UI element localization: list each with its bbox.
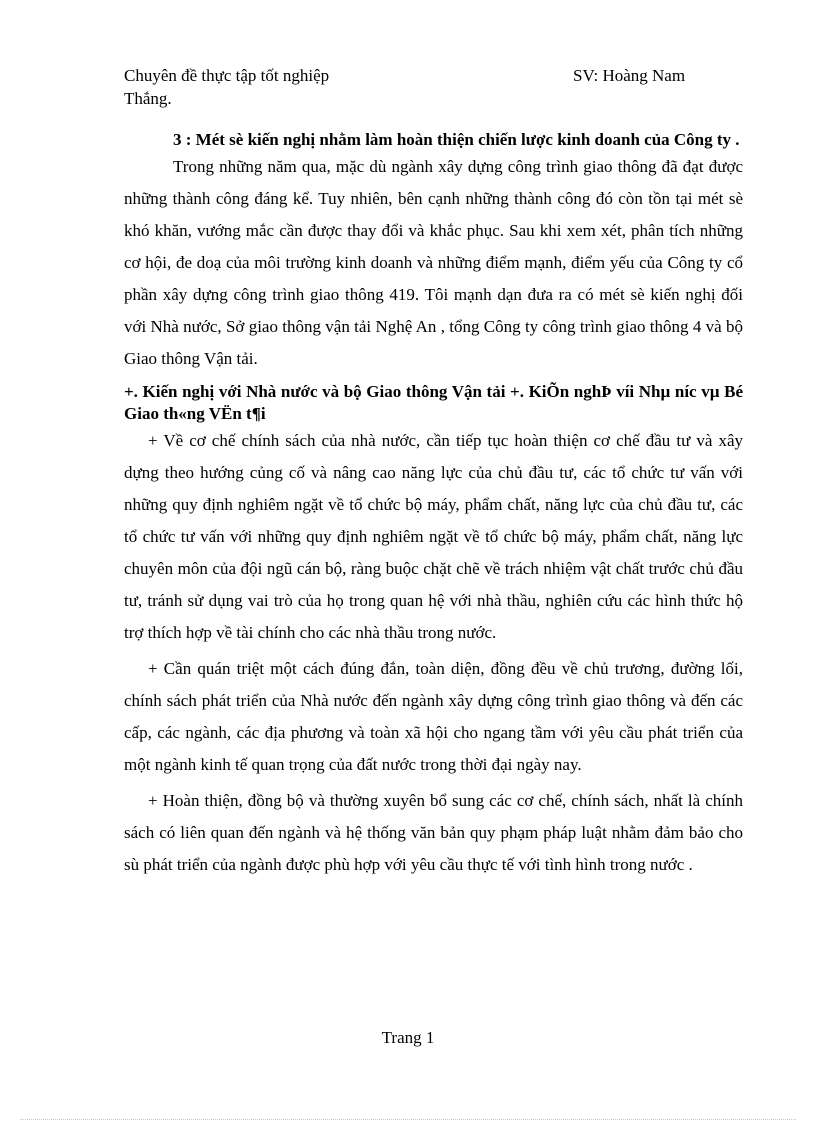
page-number: Trang 1 [381, 1028, 435, 1047]
section-heading: 3 : Mét sè kiến nghị nhằm làm hoàn thiện chiến lược kinh doanh của Công ty . [173, 130, 740, 149]
body-paragraph-policy: + Về cơ chế chính sách của nhà nước, cần tiếp tục hoàn thiện cơ chế đầu tư và xây dựng theo hướng củng cố và nâng cao năng lực của chủ đầu tư, các tổ chức tư vấn với những quy định nghiêm ngặt về tổ chức bộ máy, phẩm chất, năng lực của chủ đầu tư, các tổ chức tư vấn với những quy định nghiêm ngặt về tổ chức bộ máy, phẩm chất, năng lực chuyên môn của đội ngũ cán bộ, ràng buộc chặt chẽ về trách nhiệm vật chất trước chủ đầu tư, tránh sử dụng vai trò của họ trong quan hệ với nhà thầu, nghiên cứu các hình thức hộ trợ thích hợp về tài chính cho các nhà thầu trong nước. [124, 431, 743, 642]
header-student-name-continuation: Thắng. [124, 89, 172, 108]
body-paragraph-regulation: + Hoàn thiện, đồng bộ và thường xuyên bổ sung các cơ chế, chính sách, nhất là chính sách có liên quan đến ngành và hệ thống văn bản quy phạm pháp luật nhằm đảm bảo cho sù phát triển của ngành được phù hợp với yêu cầu thực tế với tình hình trong nước . [124, 791, 743, 874]
page-bottom-divider [20, 1119, 796, 1120]
section-intro-paragraph: Trong những năm qua, mặc dù ngành xây dựng công trình giao thông đã đạt được những thành công đáng kể. Tuy nhiên, bên cạnh những thành công đó còn tồn tại mét sè khó khăn, vướng mắc cần được thay đổi và khắc phục. Sau khi xem xét, phân tích những cơ hội, đe doạ của môi trường kinh doanh và những điểm mạnh, điểm yếu của Công ty cổ phần xây dựng công trình giao thông 419. Tôi mạnh dạn đưa ra có mét sè kiến nghị đối với Nhà nước, Sở giao thông vận tải Nghệ An , tổng Công ty công trình giao thông 4 và bộ Giao thông Vận tải. [124, 157, 743, 368]
subsection-heading: +. Kiến nghị với Nhà nước và bộ Giao thông Vận tải +. KiÕn nghÞ víi Nhµ níc vµ Bé Giao th«ng VËn t¶i [124, 382, 743, 423]
header-student-name: SV: Hoàng Nam [573, 66, 686, 85]
body-paragraph-direction: + Cần quán triệt một cách đúng đắn, toàn diện, đồng đều về chủ trương, đường lối, chính sách phát triển của Nhà nước đến ngành xây dựng công trình giao thông và đến các cấp, các ngành, các địa phương và toàn xã hội cho ngang tầm với yêu cầu phát triển của một ngành kinh tế quan trọng của đất nước trong thời đại ngày nay. [124, 659, 743, 774]
header-document-title: Chuyên đề thực tập tốt nghiệp [124, 66, 330, 85]
document-body [124, 129, 743, 881]
